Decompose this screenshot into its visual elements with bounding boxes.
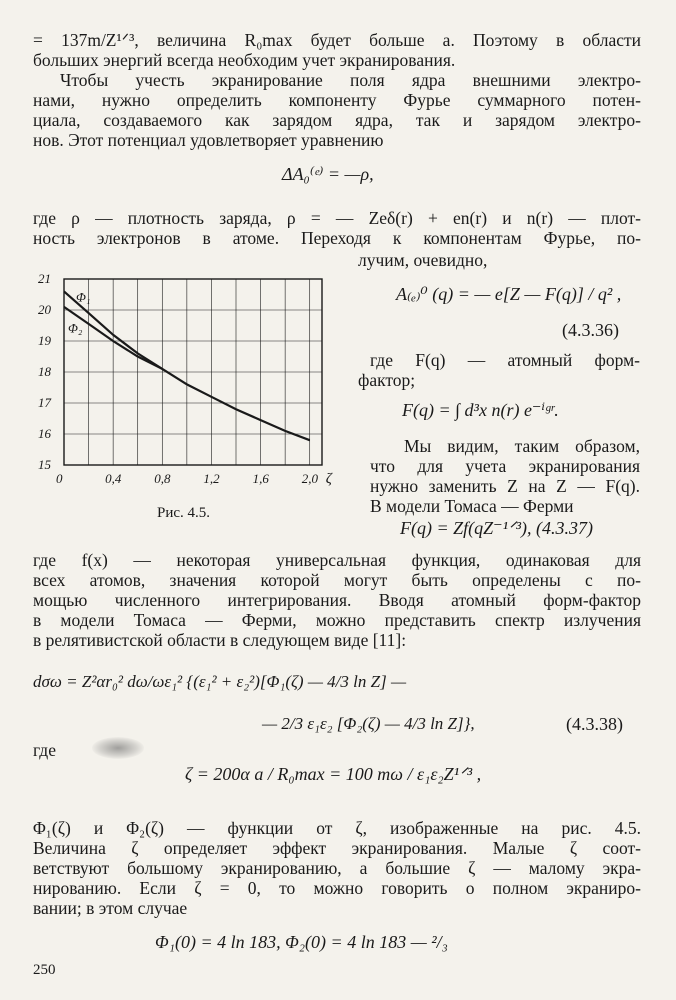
text-line: в релятивистской области в следующем виде [11]: [33,630,407,650]
text-line: нов. Этот потенциал удовлетворяет уравнению [33,130,384,150]
text-line: Величина ζ определяет эффект экранирования. Малые ζ соот- [33,838,641,858]
text-line: Мы видим, таким образом, [404,436,640,456]
equation-phi-at-zero: Φ₁(0) = 4 ln 183, Φ₂(0) = 4 ln 183 — ²/₃ [155,932,448,952]
equation-form-factor: F(q) = ∫ d³x n(r) e⁻ⁱᵍʳ. [402,400,559,420]
text-line: Φ₁(ζ) и Φ₂(ζ) — функции от ζ, изображенные на рис. 4.5. [33,818,641,838]
x-tick-label: 0,8 [154,471,171,486]
text-line: ветствуют большому экранированию, а большие ζ — малому экра- [33,858,641,878]
y-tick-label: 19 [38,333,51,348]
text-line: Чтобы учесть экранирование поля ядра внешними электро- [60,70,641,90]
equation-spectrum-line1: dσω = Z²αr₀² dω/ωε₁² {(ε₁² + ε₂²)[Φ₁(ζ) — 4/3 ln Z] — [33,672,407,691]
x-tick-label: 0,4 [105,471,122,486]
equation-thomas-fermi: F(q) = Zf(qZ⁻¹ᐟ³), (4.3.37) [400,518,594,538]
equation-laplace: ΔA₀⁽ᵉ⁾ = —ρ, [282,164,374,184]
figure-4-5-chart [30,265,350,505]
series-label-phi1: Φ₁ [76,289,91,305]
page-number: 250 [33,962,56,978]
series-label-phi2: Φ₂ [68,320,83,336]
equation-number: (4.3.36) [562,320,619,340]
equation-zeta: ζ = 200α a / R₀max = 100 mω / ε₁ε₂Z¹ᐟ³ , [185,764,482,784]
text-line: нужно заменить Z на Z — F(q). [370,476,640,496]
text-line: нированию. Если ζ = 0, то можно говорить о полном экраниро- [33,878,641,898]
text-line: вании; в этом случае [33,898,188,918]
equation-number: (4.3.38) [566,714,623,734]
text-line: лучим, очевидно, [358,250,488,270]
text-line: больших энергий всегда необходим учет экранирования. [33,50,456,70]
y-tick-label: 18 [38,364,51,379]
text-line: что для учета экранирования [370,456,640,476]
x-tick-label: 1,2 [203,471,220,486]
x-tick-label: 0 [56,471,63,486]
print-smudge [92,737,144,759]
text-line: циала, создаваемого как зарядом ядра, так и зарядом электро- [33,110,641,130]
y-tick-label: 17 [38,395,51,410]
text-line: нами, нужно определить компоненту Фурье суммарного потен- [33,90,641,110]
text-line: в модели Томаса — Ферми, можно представить спектр излучения [33,610,641,630]
text-line: где F(q) — атомный форм- [370,350,640,370]
text-line: где ρ — плотность заряда, ρ = — Zeδ(r) + en(r) и n(r) — плот- [33,208,641,228]
text-line: фактор; [358,370,416,390]
figure-caption: Рис. 4.5. [157,505,211,521]
y-tick-label: 20 [38,302,51,317]
text-line: = 137m/Z¹ᐟ³, величина R₀max будет больше a. Поэтому в области [33,30,641,50]
y-tick-label: 15 [38,457,51,472]
x-tick-label: 1,6 [252,471,269,486]
text-line: где f(x) — некоторая универсальная функция, одинаковая для [33,550,641,570]
text-line: ность электронов в атоме. Переходя к компонентам Фурье, по- [33,228,641,248]
text-line: всех атомов, значения которой могут быть определены с по- [33,570,641,590]
x-tick-label: 2,0 [301,471,318,486]
equation-fourier-potential: A₍ₑ₎⁰ (q) = — e[Z — F(q)] / q² , [396,284,622,304]
y-tick-label: 16 [38,426,51,441]
y-tick-label: 21 [38,271,51,286]
text-line: где [33,740,56,760]
equation-spectrum-line2: — 2/3 ε₁ε₂ [Φ₂(ζ) — 4/3 ln Z]}, [262,714,475,733]
text-line: В модели Томаса — Ферми [370,496,574,516]
x-axis-label: ζ [325,471,332,487]
text-line: мощью численного интегрирования. Вводя атомный форм-фактор [33,590,641,610]
